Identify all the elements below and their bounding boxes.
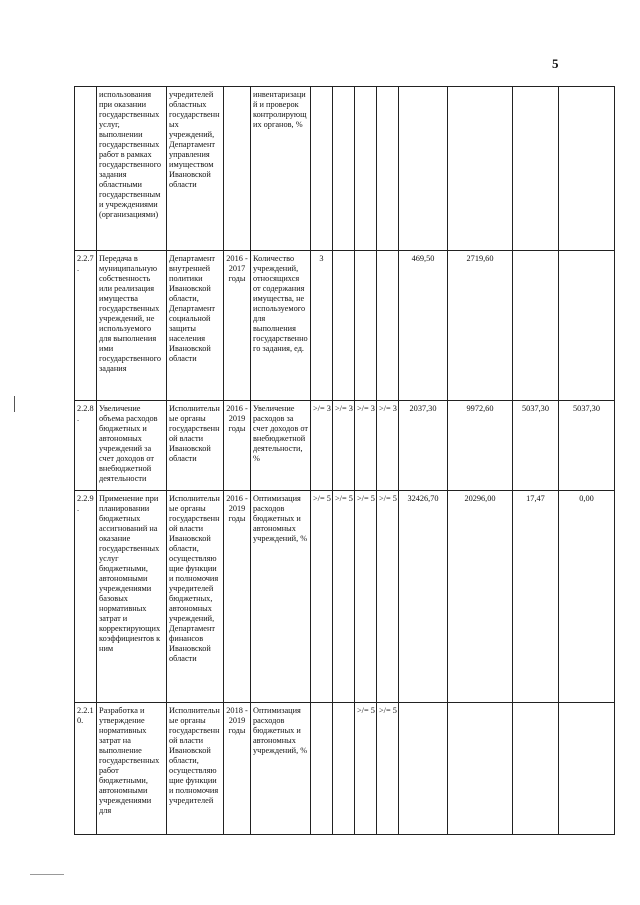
- target-cell: [355, 251, 377, 401]
- amount-cell: 9972,60: [448, 401, 513, 491]
- margin-mark-bottom: [30, 874, 64, 875]
- margin-mark: [14, 396, 15, 412]
- executor-cell: Департамент внутренней политики Ивановской области, Департамент социальной защиты населения Ивановской области: [167, 251, 224, 401]
- amount-cell: [399, 87, 448, 251]
- term-cell: 2016 - 2019 годы: [224, 401, 251, 491]
- amount-cell: [559, 703, 615, 835]
- table-row: [75, 401, 615, 491]
- amount-cell: 2719,60: [448, 251, 513, 401]
- executor-cell: Исполнительные органы государственной власти Ивановской области: [167, 401, 224, 491]
- amount-cell: [513, 87, 559, 251]
- table-row: [75, 703, 615, 835]
- amount-cell: [513, 251, 559, 401]
- amount-cell: [513, 703, 559, 835]
- target-cell: [377, 251, 399, 401]
- amount-cell: 32426,70: [399, 491, 448, 703]
- term-cell: [224, 87, 251, 251]
- amount-cell: [399, 703, 448, 835]
- target-cell: [333, 251, 355, 401]
- target-cell: >/= 5: [377, 703, 399, 835]
- target-cell: >/= 5: [355, 491, 377, 703]
- table-row: [75, 251, 615, 401]
- target-cell: >/= 3: [355, 401, 377, 491]
- row-number: 2.2.10.: [75, 703, 97, 835]
- target-cell: >/= 5: [355, 703, 377, 835]
- indicator-cell: Количество учреждений, относящихся от содержания имущества, не используемого для выполнения государственного задания, ед.: [251, 251, 311, 401]
- amount-cell: 2037,30: [399, 401, 448, 491]
- table-row: [75, 491, 615, 703]
- row-number: 2.2.9.: [75, 491, 97, 703]
- target-cell: [377, 87, 399, 251]
- target-cell: >/= 3: [333, 401, 355, 491]
- amount-cell: [559, 251, 615, 401]
- target-cell: >/= 5: [311, 491, 333, 703]
- amount-cell: 5037,30: [559, 401, 615, 491]
- measure-cell: Передача в муниципальную собственность или реализация имущества государственных учреждений, не используемого для выполнения ими государственного задания: [97, 251, 167, 401]
- target-cell: >/= 3: [311, 401, 333, 491]
- term-cell: 2018 - 2019 годы: [224, 703, 251, 835]
- target-cell: [333, 87, 355, 251]
- indicator-cell: инвентаризаций и проверок контролирующих органов, %: [251, 87, 311, 251]
- measure-cell: Увеличение объема расходов бюджетных и автономных учреждений за счет доходов от внебюджетной деятельности: [97, 401, 167, 491]
- indicator-cell: Оптимизация расходов бюджетных и автономных учреждений, %: [251, 703, 311, 835]
- row-number: 2.2.7.: [75, 251, 97, 401]
- term-cell: 2016 - 2017 годы: [224, 251, 251, 401]
- measure-cell: Применение при планировании бюджетных ассигнований на оказание государственных услуг бюджетными, автономными учреждениями базовых нормативных затрат и корректирующих коэффициентов к ним: [97, 491, 167, 703]
- measure-cell: Разработка и утверждение нормативных затрат на выполнение государственных работ бюджетными, автономными учреждениями для: [97, 703, 167, 835]
- target-cell: [333, 703, 355, 835]
- amount-cell: 20296,00: [448, 491, 513, 703]
- amount-cell: [448, 703, 513, 835]
- amount-cell: [559, 87, 615, 251]
- executor-cell: Исполнительные органы государственной власти Ивановской области, осуществляющие функции и полномочия учредителей: [167, 703, 224, 835]
- amount-cell: 0,00: [559, 491, 615, 703]
- row-number: [75, 87, 97, 251]
- amount-cell: 17,47: [513, 491, 559, 703]
- indicator-cell: Оптимизация расходов бюджетных и автономных учреждений, %: [251, 491, 311, 703]
- target-cell: 3: [311, 251, 333, 401]
- target-cell: [355, 87, 377, 251]
- indicator-cell: Увеличение расходов за счет доходов от внебюджетной деятельности, %: [251, 401, 311, 491]
- measures-table: [74, 86, 615, 835]
- target-cell: [311, 87, 333, 251]
- row-number: 2.2.8.: [75, 401, 97, 491]
- amount-cell: 5037,30: [513, 401, 559, 491]
- target-cell: >/= 3: [377, 401, 399, 491]
- target-cell: >/= 5: [333, 491, 355, 703]
- measure-cell: использования при оказании государственных услуг, выполнении государственных работ в рамках государственного задания областными государственными учреждениями (организациями): [97, 87, 167, 251]
- target-cell: [311, 703, 333, 835]
- target-cell: >/= 5: [377, 491, 399, 703]
- amount-cell: [448, 87, 513, 251]
- table-row: [75, 87, 615, 251]
- executor-cell: учредителей областных государственных учреждений, Департамент управления имуществом Ивановской области: [167, 87, 224, 251]
- executor-cell: Исполнительные органы государственной власти Ивановской области, осуществляющие функции и полномочия учредителей бюджетных, автономных учреждений, Департамент финансов Ивановской области: [167, 491, 224, 703]
- page-number: 5: [552, 56, 559, 71]
- amount-cell: 469,50: [399, 251, 448, 401]
- term-cell: 2016 - 2019 годы: [224, 491, 251, 703]
